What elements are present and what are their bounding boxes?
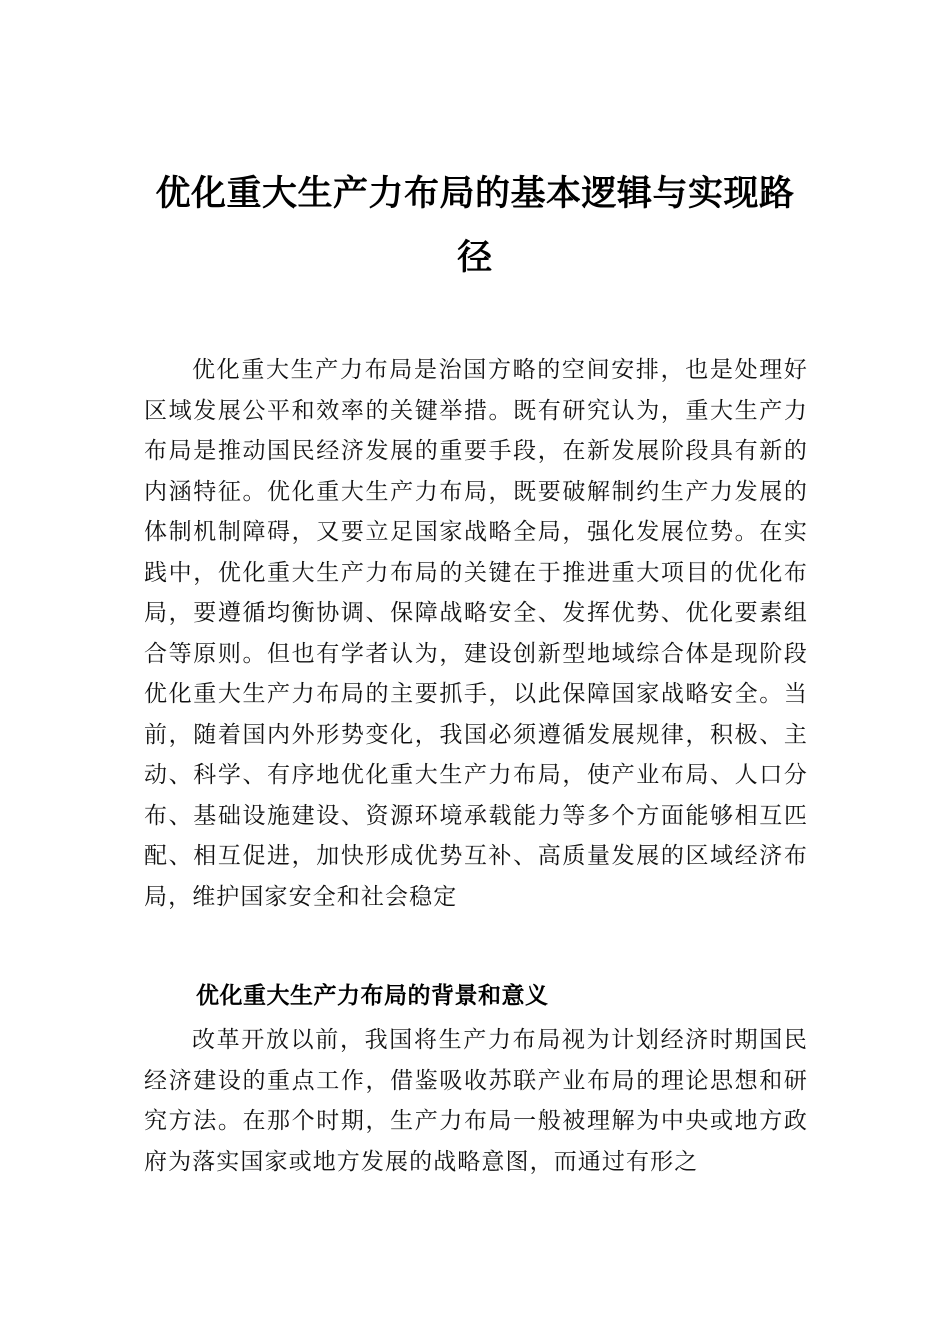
section-paragraph: 改革开放以前，我国将生产力布局视为计划经济时期国民经济建设的重点工作，借鉴吸收苏联产业布局的理论思想和研究方法。在那个时期，生产力布局一般被理解为中央或地方政府为落实国家或地方发展的战略意图，而通过有形之 <box>144 1027 808 1175</box>
body-paragraph: 优化重大生产力布局是治国方略的空间安排，也是处理好区域发展公平和效率的关键举措。既有研究认为，重大生产力布局是推动国民经济发展的重要手段，在新发展阶段具有新的内涵特征。优化重大生产力布局，既要破解制约生产力发展的体制机制障碍，又要立足国家战略全局，强化发展位势。在实践中，优化重大生产力布局的关键在于推进重大项目的优化布局，要遵循均衡协调、保障战略安全、发挥优势、优化要素组合等原则。但也有学者认为，建设创新型地域综合体是现阶段优化重大生产力布局的主要抓手，以此保障国家战略安全。当前，随着国内外形势变化，我国必须遵循发展规律，积极、主动、科学、有序地优化重大生产力布局，使产业布局、人口分布、基础设施建设、资源环境承载能力等多个方面能够相互匹配、相互促进，加快形成优势互补、高质量发展的区域经济布局，维护国家安全和社会稳定 <box>144 357 808 910</box>
document-title: 优化重大生产力布局的基本逻辑与实现路径 <box>155 174 795 278</box>
section-heading: 优化重大生产力布局的背景和意义 <box>196 983 549 1009</box>
